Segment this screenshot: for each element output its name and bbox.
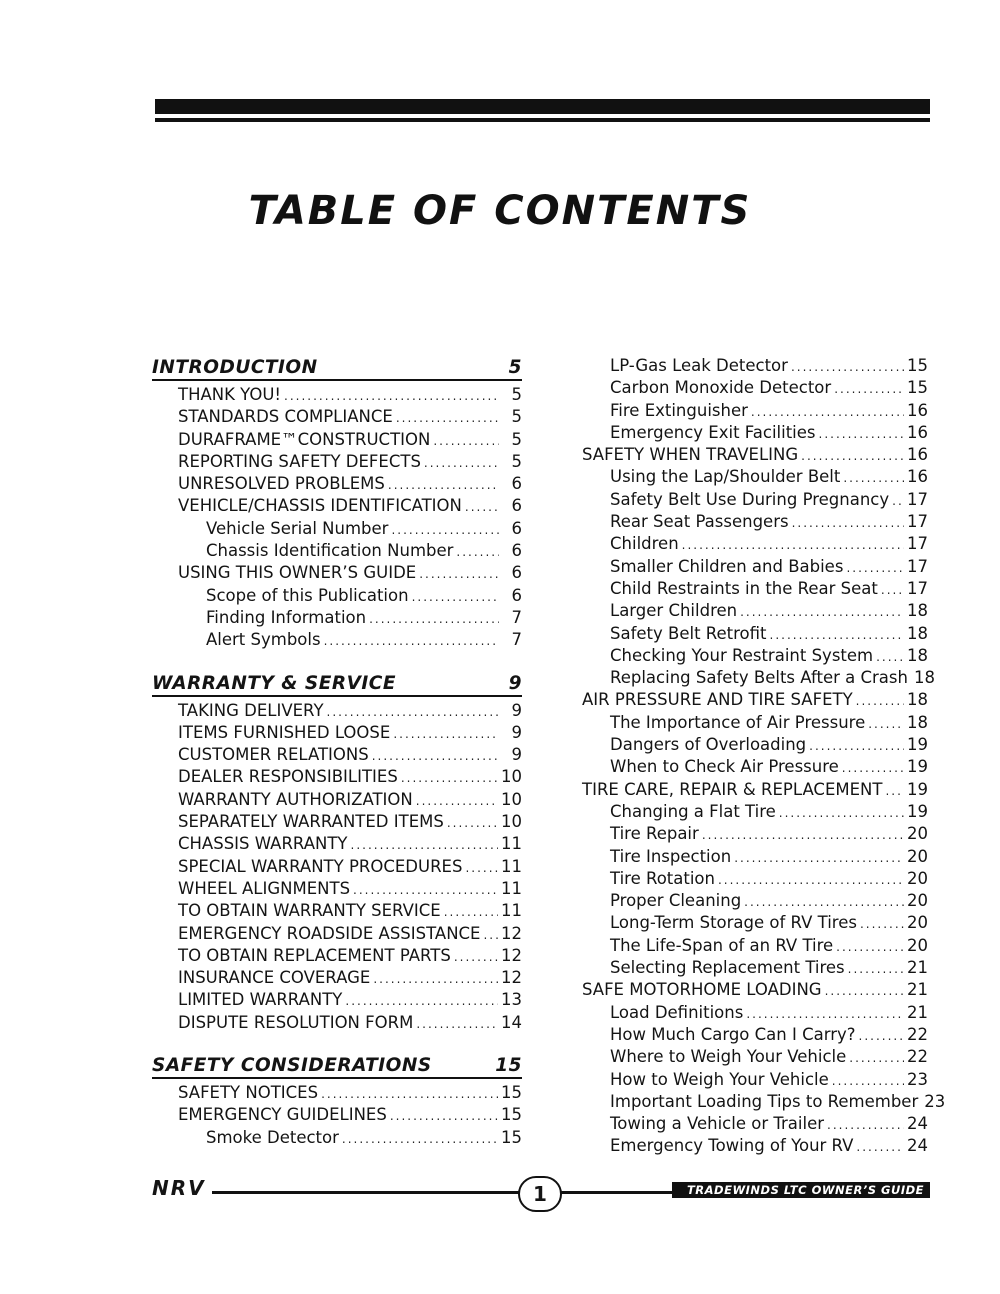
section-title: INTRODUCTION (152, 357, 318, 378)
toc-entry[interactable] (152, 1127, 522, 1149)
dot-leader (372, 745, 499, 767)
section-title: SAFETY CONSIDERATIONS (152, 1055, 432, 1077)
dot-leader (834, 378, 904, 400)
toc-entry-title: Smaller Children and Babies (610, 556, 844, 576)
toc-entry[interactable] (582, 1002, 928, 1024)
toc-entry[interactable] (152, 451, 522, 473)
toc-entry-title: Finding Information (206, 607, 367, 627)
dot-leader (885, 780, 904, 802)
toc-entry-title: Emergency Exit Facilities (610, 422, 816, 442)
section-entry-list (152, 697, 522, 1034)
dot-leader (751, 401, 904, 423)
toc-entry-page: 11 (501, 834, 522, 854)
toc-entry[interactable] (582, 890, 928, 912)
toc-entry-title: Proper Cleaning (610, 891, 742, 911)
toc-entry[interactable] (152, 1104, 522, 1126)
toc-entry[interactable] (582, 823, 928, 845)
dot-leader (353, 879, 498, 901)
toc-entry-page: 9 (511, 722, 522, 742)
toc-entry-title: Scope of this Publication (206, 585, 409, 605)
toc-entry-title: Replacing Safety Belts After a Crash (610, 668, 908, 688)
toc-entry-title: Using the Lap/Shoulder Belt (610, 467, 841, 487)
dot-leader (846, 557, 904, 579)
toc-entry-page: 13 (501, 990, 522, 1010)
toc-entry-page: 21 (907, 1002, 928, 1022)
toc-entry[interactable] (582, 444, 928, 466)
toc-entry[interactable] (152, 585, 522, 607)
toc-entry-page: 17 (907, 512, 928, 532)
toc-left-column (152, 355, 522, 1149)
toc-entry[interactable] (582, 645, 928, 667)
toc-entry[interactable] (152, 518, 522, 540)
toc-entry[interactable] (582, 689, 928, 711)
dot-leader (791, 356, 904, 378)
toc-entry-title: Where to Weigh Your Vehicle (610, 1047, 847, 1067)
toc-entry-page: 6 (511, 563, 522, 583)
dot-leader (849, 1047, 904, 1069)
section-page: 5 (508, 357, 522, 378)
toc-entry[interactable] (582, 734, 928, 756)
toc-entry[interactable] (582, 1091, 946, 1113)
toc-entry-page: 20 (907, 868, 928, 888)
dot-leader (327, 701, 499, 723)
dot-leader (391, 519, 499, 541)
toc-entry-title: TIRE CARE, REPAIR & REPLACEMENT (582, 779, 883, 799)
toc-entry-title: INSURANCE COVERAGE (178, 968, 371, 988)
toc-entry-title: SAFETY NOTICES (178, 1083, 319, 1103)
toc-entry[interactable] (582, 756, 928, 778)
toc-entry-title: THANK YOU! (178, 385, 282, 404)
toc-entry[interactable] (152, 945, 522, 967)
toc-entry-title: USING THIS OWNER’S GUIDE (178, 563, 417, 583)
dot-leader (412, 586, 499, 608)
toc-right-column (582, 355, 946, 1158)
toc-entry[interactable] (582, 1135, 928, 1157)
toc-entry[interactable] (152, 967, 522, 989)
toc-entry-title: LP-Gas Leak Detector (610, 356, 788, 375)
toc-entry-page: 20 (907, 846, 928, 866)
dot-leader (342, 1128, 498, 1150)
dot-leader (444, 901, 498, 923)
toc-entry-title: Children (610, 534, 679, 554)
dot-leader (848, 958, 904, 980)
toc-entry[interactable] (582, 935, 928, 957)
brand-logo: NRV (152, 1176, 212, 1200)
toc-entry-page: 18 (907, 601, 928, 621)
toc-entry[interactable] (582, 623, 928, 645)
toc-entry[interactable] (152, 989, 522, 1011)
toc-entry-title: WARRANTY AUTHORIZATION (178, 789, 413, 809)
dot-leader (718, 869, 904, 891)
dot-leader (856, 690, 904, 712)
toc-entry[interactable] (152, 540, 522, 562)
dot-leader (859, 1025, 904, 1047)
dot-leader (702, 824, 904, 846)
toc-entry[interactable] (582, 556, 928, 578)
toc-entry[interactable] (582, 422, 928, 444)
toc-entry-title: Checking Your Restraint System (610, 645, 874, 665)
toc-entry-title: Vehicle Serial Number (206, 518, 389, 538)
toc-entry-page: 11 (501, 856, 522, 876)
dot-leader (809, 735, 904, 757)
toc-entry[interactable] (152, 722, 522, 744)
toc-entry-page: 21 (907, 980, 928, 1000)
dot-leader (424, 452, 499, 474)
toc-entry-title: When to Check Air Pressure (610, 757, 839, 777)
toc-entry-title: Tire Inspection (610, 846, 732, 866)
toc-entry-title: Emergency Towing of Your RV (610, 1136, 854, 1156)
toc-entry-title: CUSTOMER RELATIONS (178, 745, 369, 765)
toc-entry-page: 12 (501, 968, 522, 988)
toc-entry-page: 18 (907, 645, 928, 665)
toc-entry-page: 20 (907, 891, 928, 911)
dot-leader (465, 496, 499, 518)
toc-entry-title: Selecting Replacement Tires (610, 958, 845, 978)
toc-entry-page: 24 (907, 1136, 928, 1156)
dot-leader (842, 757, 904, 779)
toc-entry[interactable] (582, 1046, 928, 1068)
toc-entry-page: 17 (907, 556, 928, 576)
dot-leader (892, 490, 904, 512)
toc-entry[interactable] (582, 400, 928, 422)
dot-leader (832, 1070, 904, 1092)
toc-entry[interactable] (582, 511, 928, 533)
toc-entry-page: 6 (511, 496, 522, 516)
toc-entry-title: Safety Belt Retrofit (610, 623, 767, 643)
toc-entry-title: Long-Term Storage of RV Tires (610, 913, 857, 933)
toc-entry-title: VEHICLE/CHASSIS IDENTIFICATION (178, 496, 462, 516)
guide-title: TRADEWINDS LTC OWNER’S GUIDE (672, 1182, 930, 1198)
dot-leader (419, 563, 499, 585)
dot-leader (876, 646, 904, 668)
section-title: WARRANTY & SERVICE (152, 672, 397, 694)
toc-entry-title: Load Definitions (610, 1002, 744, 1022)
header-rule-thick (155, 99, 930, 114)
toc-entry-title: SAFETY WHEN TRAVELING (582, 445, 799, 465)
toc-entry-title: How Much Cargo Can I Carry? (610, 1024, 856, 1044)
toc-entry[interactable] (582, 600, 928, 622)
toc-entry-page: 9 (511, 700, 522, 720)
dot-leader (373, 968, 498, 990)
toc-entry-page: 17 (907, 489, 928, 509)
toc-entry-title: AIR PRESSURE AND TIRE SAFETY (582, 690, 853, 710)
toc-entry[interactable] (152, 1012, 522, 1034)
toc-entry[interactable] (152, 789, 522, 811)
dot-leader (345, 990, 498, 1012)
dot-leader (456, 541, 499, 563)
toc-entry-page: 23 (924, 1091, 946, 1111)
toc-entry[interactable] (582, 489, 928, 511)
dot-leader (396, 407, 499, 429)
toc-entry-page: 24 (907, 1114, 928, 1134)
dot-leader (447, 812, 498, 834)
dot-leader (881, 579, 904, 601)
dot-leader (868, 713, 904, 735)
toc-entry-page: 16 (907, 400, 928, 420)
dot-leader (388, 474, 499, 496)
toc-entry[interactable] (582, 533, 928, 555)
toc-entry[interactable] (582, 846, 928, 868)
toc-entry[interactable] (152, 700, 522, 722)
toc-entry-page: 14 (501, 1012, 522, 1032)
toc-entry-page: 12 (501, 945, 522, 965)
toc-entry[interactable] (582, 868, 928, 890)
toc-entry[interactable] (582, 1069, 928, 1091)
toc-entry-page: 10 (501, 767, 522, 787)
dot-leader (746, 1003, 904, 1025)
toc-entry-title: DEALER RESPONSIBILITIES (178, 767, 398, 787)
toc-entry-page: 22 (907, 1024, 928, 1044)
toc-entry[interactable] (582, 1024, 928, 1046)
toc-entry[interactable] (152, 856, 522, 878)
toc-entry-page: 19 (907, 735, 928, 755)
toc-entry-title: The Importance of Air Pressure (610, 712, 866, 732)
dot-leader (770, 624, 904, 646)
section-page: 15 (495, 1055, 522, 1077)
toc-entry-page: 6 (511, 585, 522, 605)
toc-entry-page: 15 (501, 1105, 522, 1125)
toc-entry[interactable] (152, 607, 522, 629)
dot-leader (321, 1083, 498, 1105)
toc-entry-page: 18 (907, 690, 928, 710)
dot-leader (351, 834, 499, 856)
toc-entry-title: Alert Symbols (206, 630, 321, 650)
toc-entry-page: 6 (511, 541, 522, 561)
toc-entry-page: 15 (907, 356, 928, 375)
dot-leader (825, 980, 904, 1002)
toc-entry[interactable] (152, 406, 522, 428)
toc-entry-title: CHASSIS WARRANTY (178, 834, 348, 854)
toc-entry-title: ITEMS FURNISHED LOOSE (178, 722, 391, 742)
toc-entry-page: 18 (907, 623, 928, 643)
toc-entry[interactable] (582, 712, 928, 734)
section-page: 9 (508, 672, 522, 694)
toc-entry-title: EMERGENCY GUIDELINES (178, 1105, 387, 1125)
dot-leader (682, 534, 904, 556)
toc-entry-page: 20 (907, 935, 928, 955)
toc-entry[interactable] (582, 979, 928, 1001)
dot-leader (792, 512, 904, 534)
dot-leader (454, 946, 498, 968)
toc-entry-page: 11 (501, 878, 522, 898)
toc-entry[interactable] (152, 495, 522, 517)
dot-leader (744, 891, 904, 913)
toc-entry-page: 20 (907, 913, 928, 933)
toc-entry-title: UNRESOLVED PROBLEMS (178, 474, 385, 494)
dot-leader (836, 936, 904, 958)
toc-entry-title: STANDARDS COMPLIANCE (178, 407, 393, 427)
toc-entry-page: 23 (907, 1069, 928, 1089)
toc-entry-page: 9 (511, 745, 522, 765)
toc-entry-title: Child Restraints in the Rear Seat (610, 578, 878, 598)
toc-entry-page: 15 (907, 378, 928, 398)
dot-leader (393, 723, 499, 745)
toc-entry[interactable] (152, 384, 522, 406)
toc-entry-page: 10 (501, 789, 522, 809)
toc-entry-title: EMERGENCY ROADSIDE ASSISTANCE (178, 923, 481, 943)
dot-leader (465, 857, 498, 879)
toc-entry[interactable] (152, 878, 522, 900)
toc-entry-title: Larger Children (610, 601, 738, 621)
section-header[interactable] (152, 671, 522, 697)
toc-entry-title: Fire Extinguisher (610, 400, 748, 420)
toc-entry[interactable] (582, 466, 928, 488)
toc-entry-title: WHEEL ALIGNMENTS (178, 878, 351, 898)
toc-entry-title: SAFE MOTORHOME LOADING (582, 980, 822, 1000)
toc-entry-title: Tire Repair (610, 824, 699, 844)
dot-leader (856, 1136, 904, 1158)
dot-leader (740, 601, 904, 623)
dot-leader (433, 430, 499, 452)
toc-entry-page: 18 (913, 668, 935, 688)
toc-entry[interactable] (152, 562, 522, 584)
toc-entry[interactable] (582, 355, 928, 377)
toc-entry-title: Chassis Identification Number (206, 541, 454, 561)
toc-entry-page: 5 (511, 385, 522, 404)
toc-entry-title: Important Loading Tips to Remember (610, 1091, 919, 1111)
toc-entry-page: 17 (907, 534, 928, 554)
toc-entry-title: REPORTING SAFETY DEFECTS (178, 451, 421, 471)
toc-entry-page: 20 (907, 824, 928, 844)
toc-entry-title: Changing a Flat Tire (610, 801, 776, 821)
dot-leader (284, 385, 499, 407)
dot-leader (401, 767, 498, 789)
toc-entry-page: 5 (511, 407, 522, 427)
toc-entry-page: 16 (907, 445, 928, 465)
toc-entry[interactable] (152, 629, 522, 651)
toc-entry-title: DISPUTE RESOLUTION FORM (178, 1012, 414, 1032)
toc-entry-page: 22 (907, 1047, 928, 1067)
toc-entry[interactable] (582, 779, 928, 801)
dot-leader (390, 1105, 498, 1127)
toc-entry[interactable] (152, 833, 522, 855)
toc-entry[interactable] (152, 1082, 522, 1104)
dot-leader (416, 1013, 498, 1035)
toc-entry-page: 12 (501, 923, 522, 943)
toc-entry[interactable] (582, 801, 928, 823)
toc-entry-page: 6 (511, 518, 522, 538)
dot-leader (843, 467, 904, 489)
dot-leader (369, 608, 499, 630)
dot-leader (801, 445, 904, 467)
toc-entry[interactable] (582, 578, 928, 600)
toc-entry[interactable] (582, 377, 928, 399)
toc-entry[interactable] (582, 912, 928, 934)
dot-leader (416, 790, 498, 812)
toc-entry[interactable] (582, 667, 935, 689)
section-entry-list (152, 381, 522, 652)
page-title: TABLE OF CONTENTS (248, 188, 752, 234)
toc-entry-page: 5 (511, 429, 522, 449)
toc-entry-title: SPECIAL WARRANTY PROCEDURES (178, 856, 463, 876)
toc-entry-page: 19 (907, 757, 928, 777)
toc-entry[interactable] (152, 900, 522, 922)
section-header[interactable] (152, 355, 522, 381)
toc-entry[interactable] (152, 923, 522, 945)
page-number: 1 (518, 1176, 562, 1212)
dot-leader (324, 630, 499, 652)
toc-entry-title: DURAFRAME™CONSTRUCTION (178, 429, 431, 449)
toc-entry-title: LIMITED WARRANTY (178, 990, 343, 1010)
toc-entry[interactable] (152, 473, 522, 495)
dot-leader (779, 802, 904, 824)
toc-entry[interactable] (582, 1113, 928, 1135)
toc-entry-title: How to Weigh Your Vehicle (610, 1069, 829, 1089)
toc-entry-page: 15 (501, 1083, 522, 1103)
dot-leader (819, 423, 904, 445)
dot-leader (860, 913, 904, 935)
toc-entry-title: TO OBTAIN REPLACEMENT PARTS (178, 945, 451, 965)
toc-entry-page: 16 (907, 467, 928, 487)
toc-entry-title: Dangers of Overloading (610, 735, 807, 755)
toc-entry-page: 21 (907, 958, 928, 978)
toc-entry-page: 19 (907, 801, 928, 821)
toc-entry-page: 17 (907, 578, 928, 598)
toc-entry-page: 18 (907, 712, 928, 732)
header-rule-thin (155, 118, 930, 122)
dot-leader (827, 1114, 904, 1136)
toc-entry-page: 6 (511, 474, 522, 494)
toc-entry-page: 16 (907, 422, 928, 442)
toc-entry[interactable] (152, 811, 522, 833)
toc-entry[interactable] (152, 429, 522, 451)
toc-entry-page: 10 (501, 812, 522, 832)
toc-entry-page: 19 (907, 779, 928, 799)
toc-entry-page: 11 (501, 901, 522, 921)
toc-entry-title: Towing a Vehicle or Trailer (610, 1114, 825, 1134)
toc-entry-title: Smoke Detector (206, 1127, 339, 1147)
toc-entry-page: 7 (511, 630, 522, 650)
toc-entry-page: 15 (501, 1127, 522, 1147)
toc-entry-title: Safety Belt Use During Pregnancy (610, 489, 890, 509)
toc-entry-page: 5 (511, 451, 522, 471)
toc-entry-title: SEPARATELY WARRANTED ITEMS (178, 812, 444, 832)
toc-entry-title: TO OBTAIN WARRANTY SERVICE (178, 901, 441, 921)
toc-entry-title: Carbon Monoxide Detector (610, 378, 832, 398)
dot-leader (483, 924, 498, 946)
toc-entry-title: Rear Seat Passengers (610, 512, 789, 532)
dot-leader (734, 847, 904, 869)
toc-entry[interactable] (152, 744, 522, 766)
toc-entry[interactable] (152, 766, 522, 788)
toc-entry[interactable] (582, 957, 928, 979)
section-entry-list (152, 1079, 522, 1149)
toc-entry-title: Tire Rotation (610, 868, 715, 888)
toc-entry-title: TAKING DELIVERY (178, 700, 324, 720)
toc-entry-page: 7 (511, 607, 522, 627)
toc-entry-title: The Life-Span of an RV Tire (610, 935, 834, 955)
section-header[interactable] (152, 1053, 522, 1079)
